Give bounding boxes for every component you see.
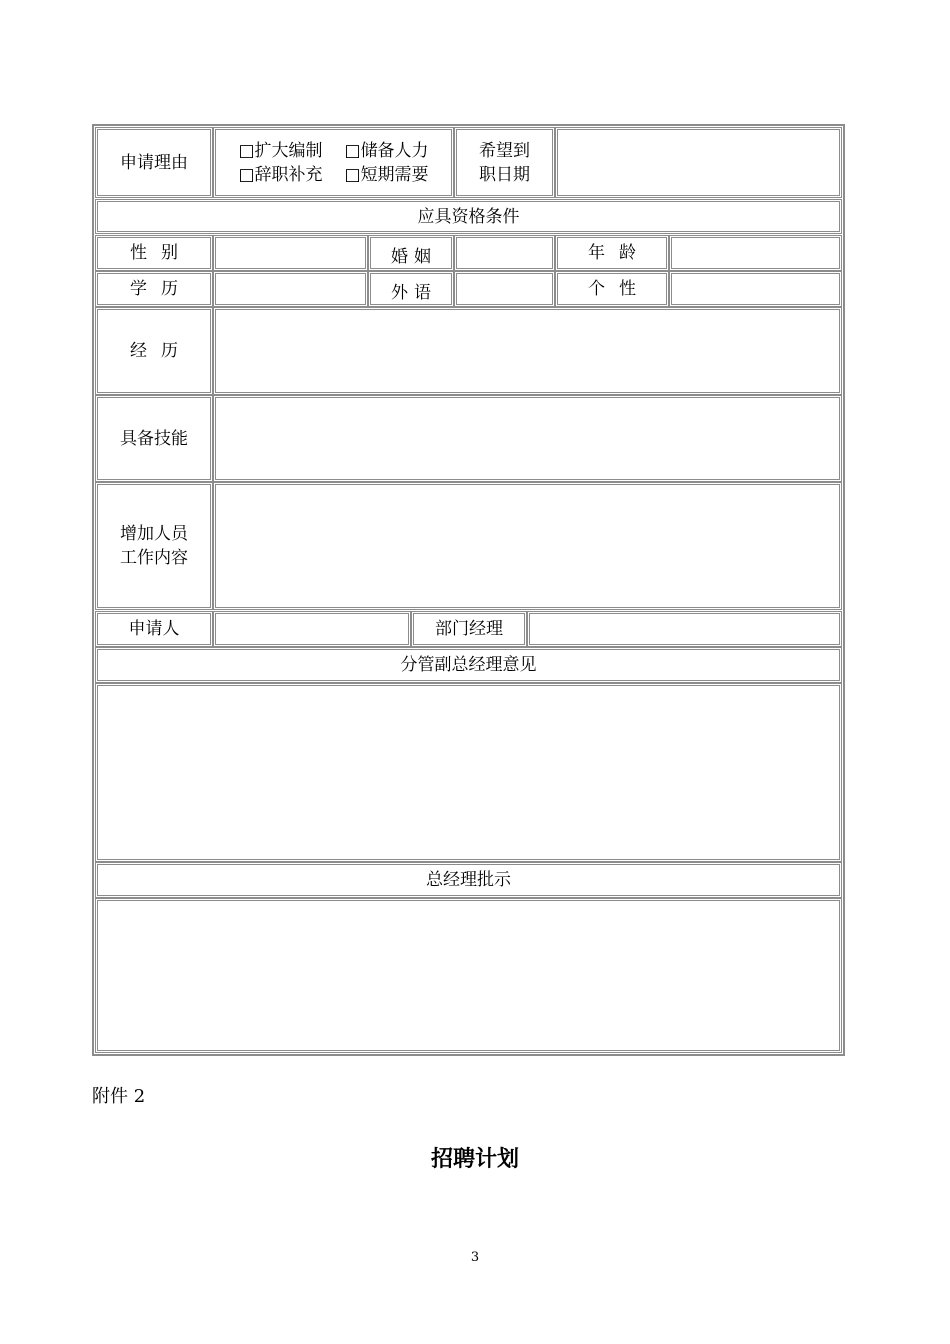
vp-opinion-header: 分管副总经理意见 xyxy=(95,647,842,683)
plan-title: 招聘计划 xyxy=(430,1147,519,1172)
education-label: 学历 xyxy=(95,271,213,307)
start-date-label: 希望到 职日期 xyxy=(454,127,555,198)
checkbox-expand-staff[interactable]: □扩大编制 xyxy=(238,140,323,161)
experience-field[interactable] xyxy=(213,307,842,395)
reason-label: 申请理由 xyxy=(95,127,213,198)
reason-options xyxy=(213,127,454,198)
personality-label: 个性 xyxy=(555,271,669,307)
checkbox-reserve-staff[interactable]: □储备人力 xyxy=(344,140,429,161)
gm-approval-field[interactable] xyxy=(95,898,842,1053)
experience-label: 经历 xyxy=(95,307,213,395)
marriage-label: 婚姻 xyxy=(368,235,454,271)
duties-field[interactable] xyxy=(213,482,842,610)
language-field[interactable] xyxy=(454,271,555,307)
checkbox-short-term[interactable]: □短期需要 xyxy=(344,164,429,185)
age-field[interactable] xyxy=(669,235,842,271)
language-label: 外语 xyxy=(368,271,454,307)
attachment-label: 附件 2 xyxy=(92,1086,146,1107)
applicant-label: 申请人 xyxy=(95,611,213,647)
gender-label: 性别 xyxy=(95,235,213,271)
vp-opinion-field[interactable] xyxy=(95,683,842,862)
education-field[interactable] xyxy=(213,271,368,307)
skills-label: 具备技能 xyxy=(95,395,213,482)
page-number: 3 xyxy=(470,1250,480,1265)
duties-label: 增加人员 工作内容 xyxy=(95,482,213,610)
dept-manager-label: 部门经理 xyxy=(411,611,527,647)
gm-approval-header: 总经理批示 xyxy=(95,862,842,898)
applicant-field[interactable] xyxy=(213,611,411,647)
age-label: 年龄 xyxy=(555,235,669,271)
start-date-field[interactable] xyxy=(555,127,842,198)
gender-field[interactable] xyxy=(213,235,368,271)
qualifications-header: 应具资格条件 xyxy=(95,199,842,234)
marriage-field[interactable] xyxy=(454,235,555,271)
checkbox-replace-resignation[interactable]: □辞职补充 xyxy=(238,164,323,185)
personality-field[interactable] xyxy=(669,271,842,307)
skills-field[interactable] xyxy=(213,395,842,482)
dept-manager-field[interactable] xyxy=(527,611,842,647)
